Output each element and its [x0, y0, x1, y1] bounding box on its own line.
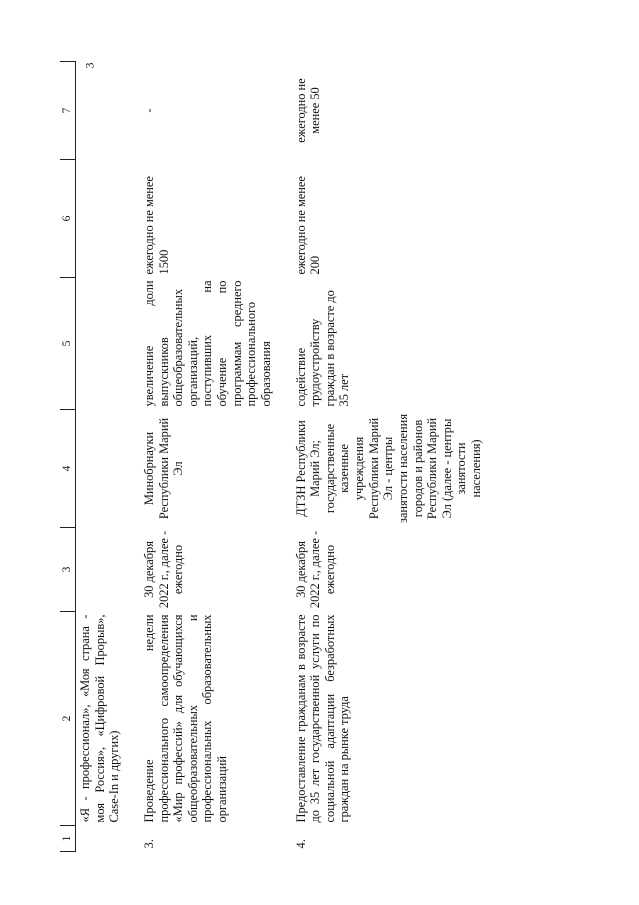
target-cell: - [141, 108, 156, 113]
table-row [292, 62, 502, 852]
row-number: 4. [293, 839, 308, 849]
row-number: 3. [141, 839, 156, 849]
executor-cell: Минобрнауки Республики Марий Эл [141, 417, 186, 520]
deadline-cell: 30 декабря 2022 г., далее - ежегодно [293, 530, 337, 609]
rotated-table-frame [60, 52, 580, 852]
column-number: 6 [60, 160, 76, 278]
column-number: 3 [60, 528, 76, 612]
column-number: 4 [60, 410, 76, 528]
event-cell: Проведение недели профессионального самоопределения «Мир профессий» для обучающихся общеобразовательных и профессиональных образовательных организаций [141, 614, 229, 823]
result-cell: содействие трудоустройству граждан в возрасте до 35 лет [293, 290, 352, 407]
executor-cell: ДТЗН Республики Марий Эл; государственные казенные учреждения Республики Марий Эл - центры занятости населения городов и районов Республики Марий Эл (далее - центры занятости населения) [293, 413, 483, 524]
indicator-cell: ежегодно не менее 1500 [141, 176, 171, 275]
page-number: 3 [82, 62, 97, 69]
result-cell: увеличение доли выпускников общеобразовательных организаций, поступивших на обучение по программам среднего профессионального образования [141, 280, 273, 407]
column-number: 5 [60, 278, 76, 410]
continuation-text: «Я - профессионал», «Моя страна - моя Россия», «Цифровой Прорыв», Case-In и других) [78, 614, 122, 823]
table-row [140, 62, 292, 852]
table-row [76, 62, 140, 852]
target-cell: ежегодно не менее 50 [293, 78, 323, 143]
deadline-cell: 30 декабря 2022 г., далее - ежегодно [141, 530, 186, 609]
column-number: 2 [60, 612, 76, 826]
column-number-row [60, 62, 76, 852]
indicator-cell: ежегодно не менее 200 [293, 176, 323, 275]
column-number: 1 [60, 826, 76, 852]
event-cell: Предоставление гражданам в возрасте до 35 лет государственной услуги по социальной адаптации безработных граждан на рынке труда [293, 614, 352, 823]
column-number: 7 [60, 62, 76, 160]
plan-table [60, 61, 502, 852]
